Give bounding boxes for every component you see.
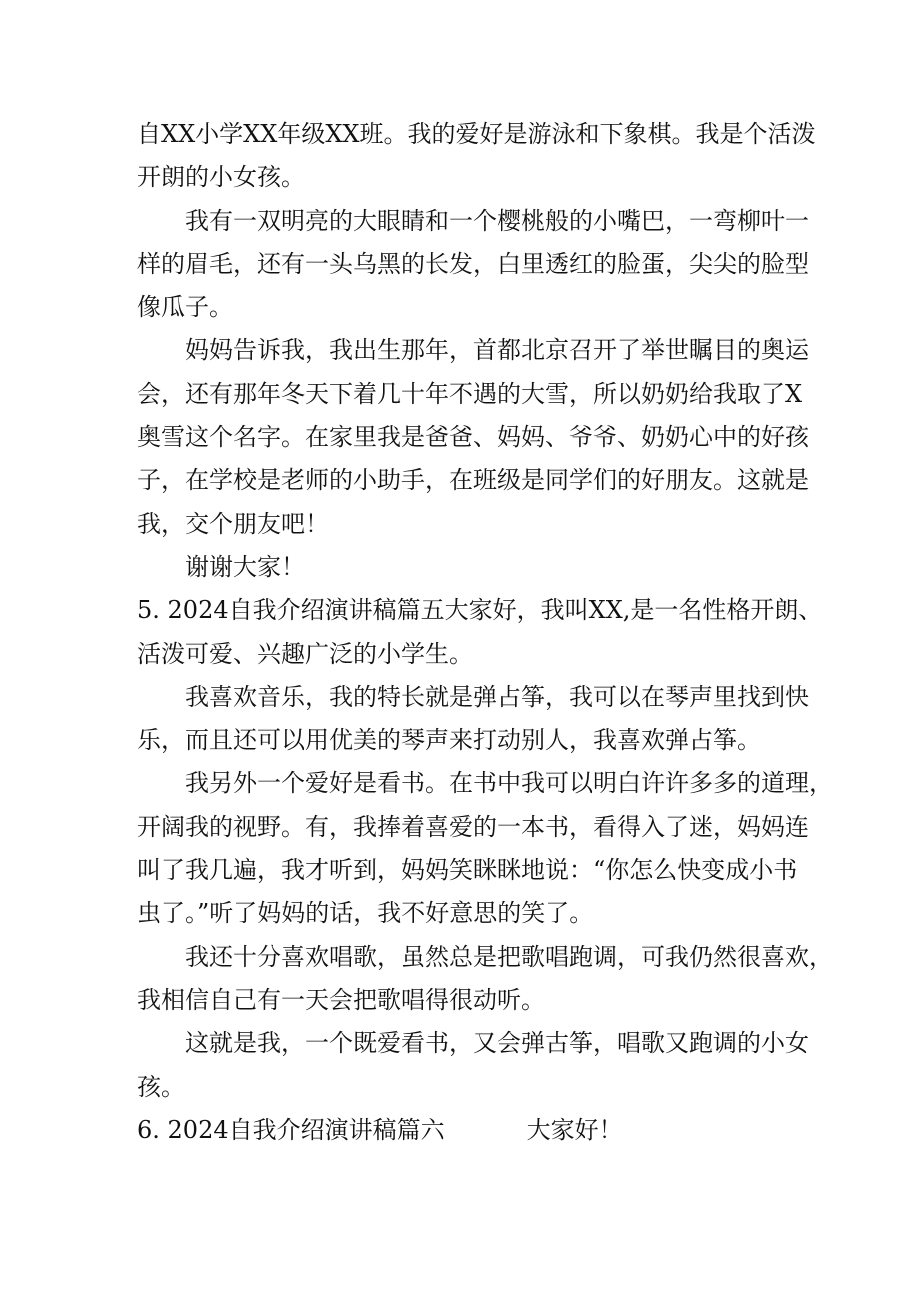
text-line: 孩。 — [137, 1072, 185, 1101]
text-line: 样的眉毛，还有一头乌黑的长发，白里透红的脸蛋，尖尖的脸型 — [137, 249, 809, 278]
paragraph-start-line: 这就是我，一个既爱看书，又会弹古筝，唱歌又跑调的小女 — [185, 1029, 809, 1058]
paragraph-start-line: 我喜欢音乐，我的特长就是弹占筝，我可以在琴声里找到快 — [185, 682, 809, 711]
text-line: 像瓜子。 — [137, 293, 233, 322]
section-5-heading-line: 5. 2024自我介绍演讲稿篇五大家好，我叫XX,是一名性格开朗、 — [137, 596, 823, 625]
paragraph-start-line: 我有一双明亮的大眼睛和一个樱桃般的小嘴巴，一弯柳叶一 — [185, 206, 809, 235]
text-line: 叫了我几遍，我才听到，妈妈笑眯眯地说：“你怎么快变成小书 — [137, 856, 798, 885]
text-line: 开朗的小女孩。 — [137, 163, 305, 192]
paragraph-start-line: 我另外一个爱好是看书。在书中我可以明白许许多多的道理， — [185, 769, 833, 798]
text-line: 虫了。”听了妈妈的话，我不好意思的笑了。 — [137, 899, 594, 928]
paragraph-start-line: 妈妈告诉我，我出生那年，首都北京召开了举世瞩目的奥运 — [185, 336, 809, 365]
text-line: 开阔我的视野。有，我捧着喜爱的一本书，看得入了迷，妈妈连 — [137, 812, 809, 841]
text-line: 乐，而且还可以用优美的琴声来打动别人，我喜欢弹占筝。 — [137, 726, 761, 755]
text-line: 子，在学校是老师的小助手，在班级是同学们的好朋友。这就是 — [137, 466, 809, 495]
text-line: 会，还有那年冬天下着几十年不遇的大雪，所以奶奶给我取了X — [137, 379, 803, 408]
text-line: 自XX小学XX年级XX班。我的爱好是游泳和下象棋。我是个活泼 — [137, 120, 816, 148]
text-line: 奥雪这个名字。在家里我是爸爸、妈妈、爷爷、奶奶心中的好孩 — [137, 423, 809, 452]
document-body — [137, 113, 833, 1152]
section-6-heading-line — [137, 1109, 787, 1152]
section-6-greeting: 大家好！ — [526, 1115, 623, 1144]
paragraph-start-line: 谢谢大家！ — [185, 552, 305, 581]
text-line: 我相信自己有一天会把歌唱得很动听。 — [137, 985, 545, 1014]
text-line: 活泼可爱、兴趣广泛的小学生。 — [137, 639, 473, 668]
text-line: 我，交个朋友吧！ — [137, 509, 329, 538]
paragraph-start-line: 我还十分喜欢唱歌，虽然总是把歌唱跑调，可我仍然很喜欢， — [185, 942, 833, 971]
section-6-title: 6. 2024自我介绍演讲稿篇六 — [137, 1115, 445, 1144]
